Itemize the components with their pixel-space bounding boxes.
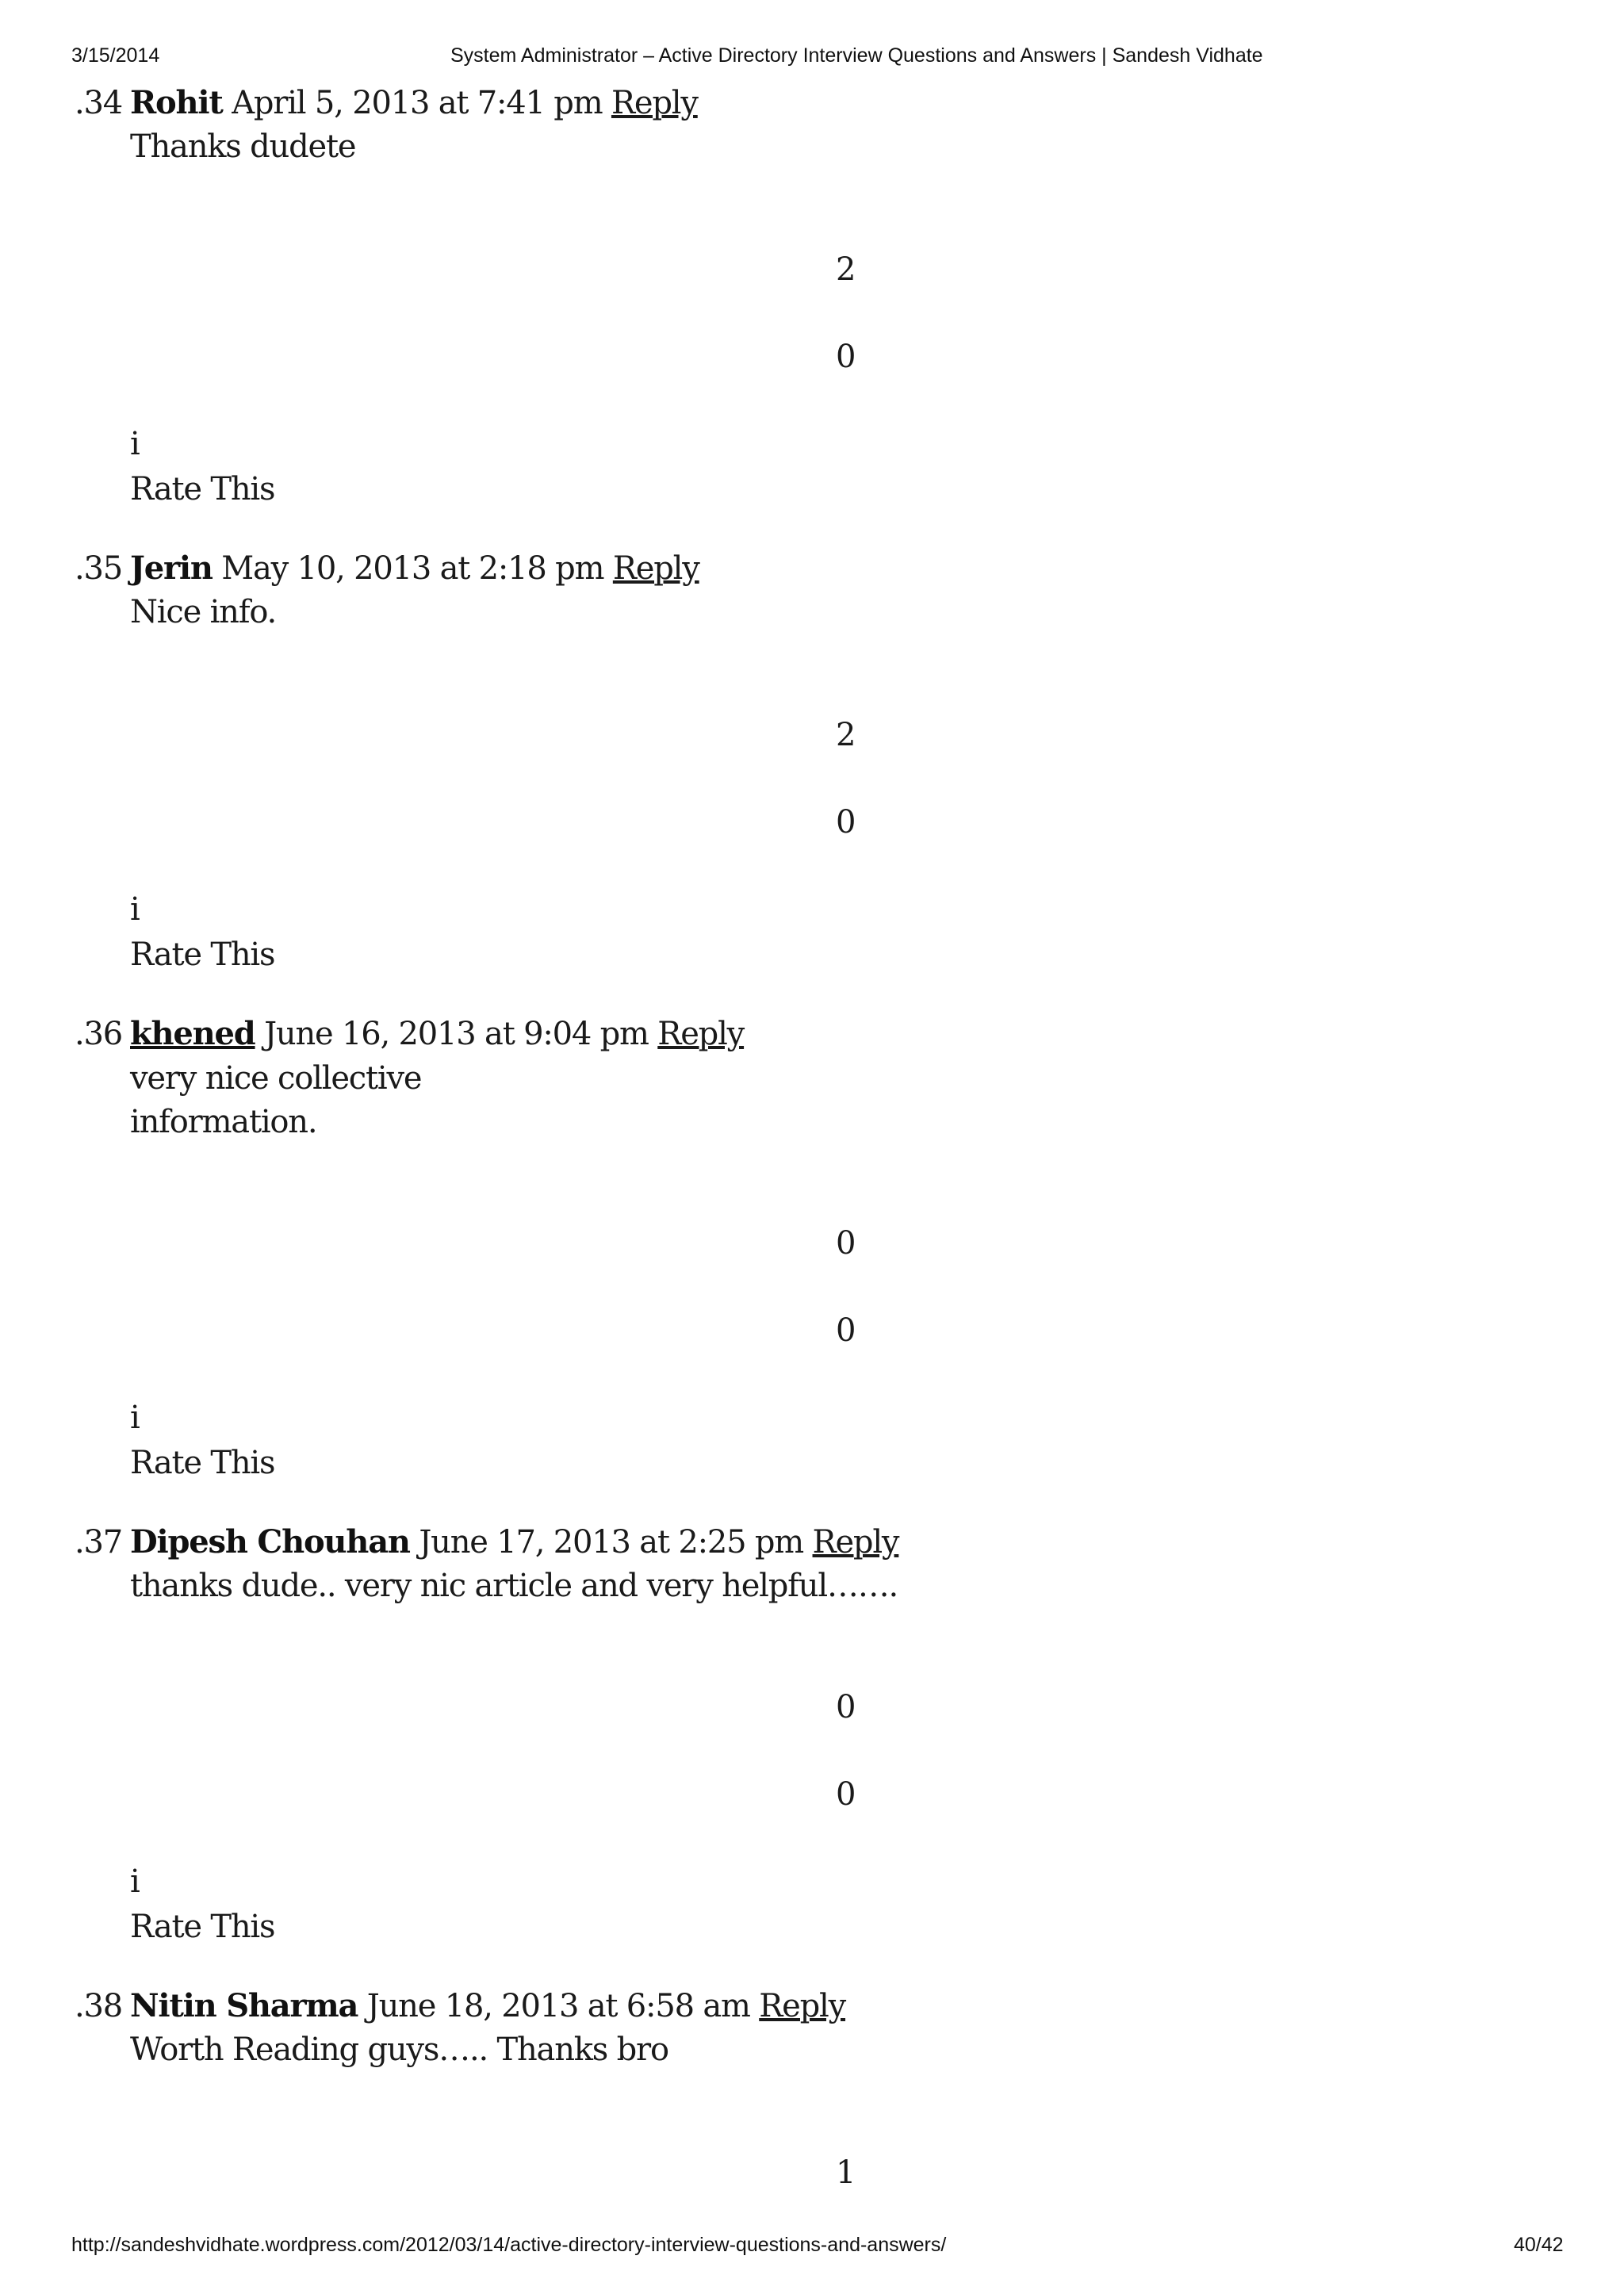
info-icon[interactable]: i xyxy=(130,1863,140,1900)
rate-this-link[interactable]: Rate This xyxy=(130,1909,275,1945)
comment-meta-line xyxy=(130,84,698,121)
reply-link[interactable]: Reply xyxy=(611,85,698,121)
comment-number: 38. xyxy=(74,1990,122,2022)
comment-meta-line xyxy=(130,550,699,587)
page-title: System Administrator – Active Directory Interview Questions and Answers | Sandesh Vidhate xyxy=(450,44,1263,67)
comment-text: very nice collective xyxy=(130,1060,422,1097)
reply-link[interactable]: Reply xyxy=(812,1524,899,1561)
comment-text: Worth Reading guys….. Thanks bro xyxy=(130,2032,668,2068)
dislike-count[interactable]: 0 xyxy=(836,804,856,841)
comment-date: June 16, 2013 at 9:04 pm xyxy=(264,1016,649,1052)
print-date: 3/15/2014 xyxy=(71,44,160,67)
info-icon[interactable]: i xyxy=(130,891,140,928)
like-count[interactable]: 0 xyxy=(836,1689,856,1725)
dislike-count[interactable]: 0 xyxy=(836,1776,856,1813)
comment-author: Jerin xyxy=(130,550,213,587)
comment-text: Thanks dudete xyxy=(130,128,356,165)
rate-this-link[interactable]: Rate This xyxy=(130,1445,275,1481)
like-count[interactable]: 0 xyxy=(836,1225,856,1262)
rate-this-link[interactable]: Rate This xyxy=(130,936,275,973)
comment-date: June 17, 2013 at 2:25 pm xyxy=(419,1524,804,1561)
page-number: 40/42 xyxy=(1514,2234,1564,2256)
comment-date: June 18, 2013 at 6:58 am xyxy=(366,1988,750,2024)
dislike-count[interactable]: 0 xyxy=(836,1312,856,1349)
info-icon[interactable]: i xyxy=(130,1400,140,1436)
comment-text: thanks dude.. very nic article and very helpful……. xyxy=(130,1568,898,1604)
comment-author: Nitin Sharma xyxy=(130,1987,358,2024)
like-count[interactable]: 1 xyxy=(836,2154,856,2191)
reply-link[interactable]: Reply xyxy=(759,1988,846,2024)
comment-date: April 5, 2013 at 7:41 pm xyxy=(232,85,603,121)
page-url: http://sandeshvidhate.wordpress.com/2012/03/14/active-directory-interview-questions-and-answers/ xyxy=(71,2234,947,2256)
dislike-count[interactable]: 0 xyxy=(836,339,856,375)
rate-this-link[interactable]: Rate This xyxy=(130,471,275,507)
comment-date: May 10, 2013 at 2:18 pm xyxy=(221,550,604,587)
comment-text: information. xyxy=(130,1104,317,1140)
comment-meta-line xyxy=(130,1987,846,2024)
comment-number: 35. xyxy=(74,553,122,584)
comment-meta-line xyxy=(130,1015,745,1052)
comment-author: Dipesh Chouhan xyxy=(130,1523,410,1561)
info-icon[interactable]: i xyxy=(130,426,140,462)
reply-link[interactable]: Reply xyxy=(612,550,699,587)
like-count[interactable]: 2 xyxy=(836,251,856,288)
comment-meta-line xyxy=(130,1523,899,1561)
comment-number: 37. xyxy=(74,1526,122,1558)
comment-author-link[interactable]: khened xyxy=(130,1015,255,1052)
comment-author: Rohit xyxy=(130,84,223,121)
comment-text: Nice info. xyxy=(130,594,277,630)
comment-number: 36. xyxy=(74,1018,122,1050)
like-count[interactable]: 2 xyxy=(836,717,856,753)
comment-number: 34. xyxy=(74,87,122,119)
reply-link[interactable]: Reply xyxy=(657,1016,745,1052)
